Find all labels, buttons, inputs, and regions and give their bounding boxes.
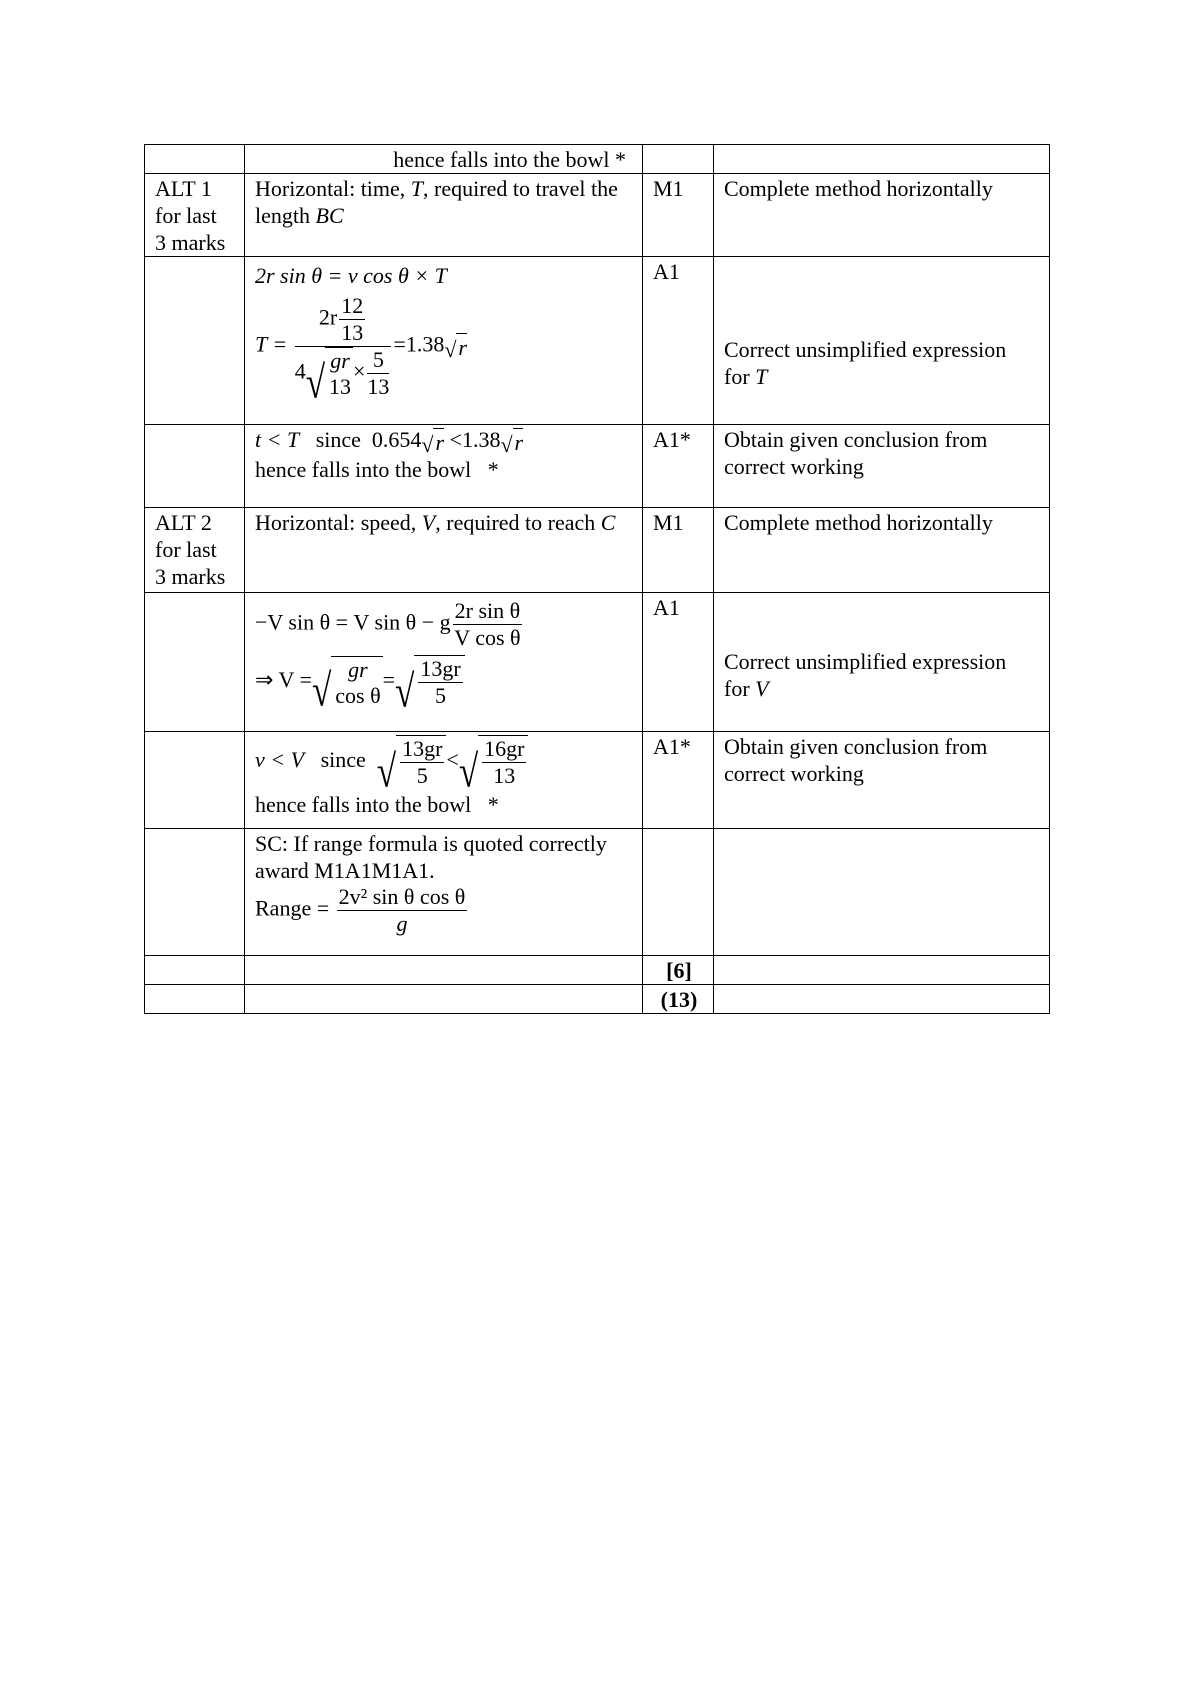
special-case: SC: If range formula is quoted correctly award M1A1M1A1. Range = $\frac{\text{2v² sin θ cos θ}}{g}$ [245, 829, 643, 956]
equation: 2r sin θ = v cos θ × T T = 2r $\frac{12}{13}$ 4 √ gr 13 × $\frac{5}{13}$ =1.38 √ r [245, 257, 643, 425]
mark: A1* [643, 425, 714, 508]
table-row [145, 145, 1050, 174]
table-row [145, 593, 1050, 732]
comment: Correct unsimplified expression for V [714, 593, 1050, 732]
total-mark: (13) [643, 985, 714, 1014]
table-row [145, 829, 1050, 956]
equation: t < T since 0.654 √ r <1.38 √ r hence falls into the bowl * [245, 425, 643, 508]
table-row [145, 257, 1050, 425]
comment: Obtain given conclusion from correct working [714, 425, 1050, 508]
alt-label: ALT 1 for last 3 marks [145, 174, 245, 257]
comment: Obtain given conclusion from correct working [714, 732, 1050, 829]
equation: v < V since √ $\frac{13gr}{5}$ < √ $\frac{16gr}{13}$ hence falls into the bowl * [245, 732, 643, 829]
subtotal-mark: [6] [643, 956, 714, 985]
table-row [145, 985, 1050, 1014]
comment: Complete method horizontally [714, 174, 1050, 257]
table-row [145, 508, 1050, 593]
alt-label: ALT 2 for last 3 marks [145, 508, 245, 593]
mark: A1* [643, 732, 714, 829]
equation: −V sin θ = V sin θ − g $\frac{\text{2r sin θ}}{\text{V cos θ}}$ ⇒ V = √ gr cos θ = √ $\frac{13gr}{5}$ [245, 593, 643, 732]
mark: M1 [643, 174, 714, 257]
mark: A1 [643, 593, 714, 732]
comment: Complete method horizontally [714, 508, 1050, 593]
table-row [145, 956, 1050, 985]
method-text: Horizontal: speed, V, required to reach C [245, 508, 643, 593]
mark: M1 [643, 508, 714, 593]
comment: Correct unsimplified expression for T [714, 257, 1050, 425]
mark-scheme-table [144, 144, 1050, 1014]
table-row [145, 425, 1050, 508]
mark: A1 [643, 257, 714, 425]
table-row [145, 732, 1050, 829]
table-row [145, 174, 1050, 257]
method-text: hence falls into the bowl * [245, 145, 643, 174]
method-text: Horizontal: time, T, required to travel the length BC [245, 174, 643, 257]
